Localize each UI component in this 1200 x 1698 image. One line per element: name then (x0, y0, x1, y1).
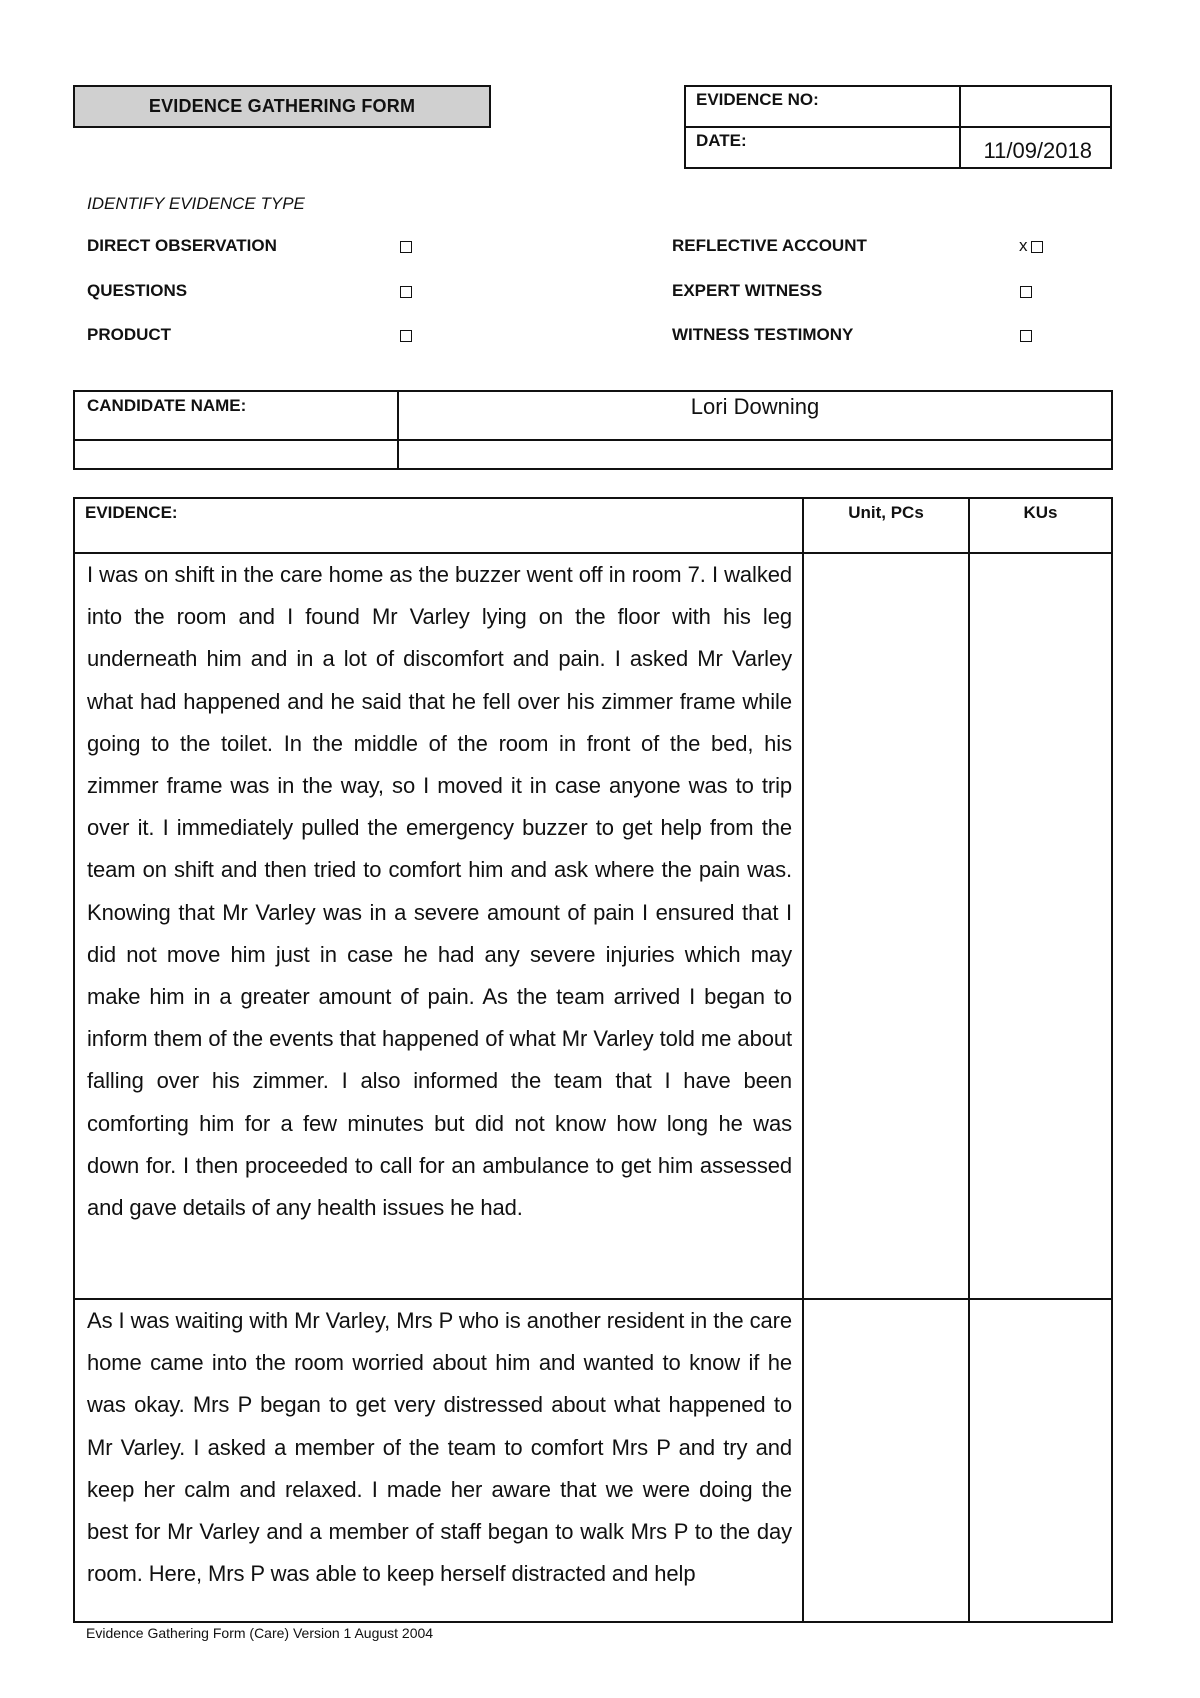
candidate-name-field[interactable]: Lori Downing (398, 391, 1112, 440)
type-expert-witness-label: EXPERT WITNESS (672, 281, 823, 300)
type-product-label: PRODUCT (87, 325, 172, 344)
unit-pcs-header: Unit, PCs (803, 498, 969, 553)
candidate-extra-label-cell (74, 440, 398, 469)
expert-witness-checkbox[interactable] (1020, 286, 1032, 298)
table-row (74, 553, 1112, 1299)
evidence-header: EVIDENCE: (74, 498, 803, 553)
evidence-cell[interactable] (74, 1299, 803, 1622)
evidence-meta-table (684, 85, 1112, 169)
evidence-text: I was on shift in the care home as the buzzer went off in room 7. I walked into the room and I found Mr Varley lying on the floor with his leg underneath him and in a lot of discomfort and pain. I asked Mr Varley what had happened and he said that he fell over his zimmer frame while going to the toilet. In the middle of the room in front of the bed, his zimmer frame was in the way, so I moved it in case anyone was to trip over it. I immediately pulled the emergency buzzer to get help from the team on shift and then tried to comfort him and ask where the pain was. Knowing that Mr Varley was in a severe amount of pain I ensured that I did not move him just in case he had any severe injuries which may make him in a greater amount of pain. As the team arrived I began to inform them of the events that happened of what Mr Varley told me about falling over his zimmer. I also informed the team that I have been comforting him for a few minutes but did not know how long he was down for. I then proceeded to call for an ambulance to get him assessed and gave details of any health issues he had. (87, 562, 792, 1221)
kus-cell[interactable] (969, 553, 1112, 1299)
type-reflective-account-label: REFLECTIVE ACCOUNT (672, 236, 867, 255)
questions-checkbox[interactable] (400, 286, 412, 298)
witness-testimony-checkbox[interactable] (1020, 330, 1032, 342)
candidate-table (73, 390, 1113, 470)
kus-cell[interactable] (969, 1299, 1112, 1622)
kus-header: KUs (969, 498, 1112, 553)
date-field[interactable]: 11/09/2018 (960, 127, 1111, 168)
unit-pcs-cell[interactable] (803, 553, 969, 1299)
form-title: EVIDENCE GATHERING FORM (73, 85, 491, 128)
type-questions-label: QUESTIONS (87, 281, 188, 300)
reflective-account-checkbox[interactable] (1031, 241, 1043, 253)
evidence-no-label: EVIDENCE NO: (685, 86, 960, 127)
candidate-name-label: CANDIDATE NAME: (74, 391, 398, 440)
unit-pcs-cell[interactable] (803, 1299, 969, 1622)
direct-observation-checkbox[interactable] (400, 241, 412, 253)
candidate-extra-value-cell[interactable] (398, 440, 1112, 469)
product-checkbox[interactable] (400, 330, 412, 342)
evidence-no-field[interactable] (960, 86, 1111, 127)
type-witness-testimony-label: WITNESS TESTIMONY (672, 325, 854, 344)
evidence-table (73, 497, 1113, 1623)
table-row (74, 1299, 1112, 1622)
type-direct-observation-label: DIRECT OBSERVATION (87, 236, 277, 255)
footer-version: Evidence Gathering Form (Care) Version 1 August 2004 (86, 1625, 434, 1641)
evidence-type-heading: IDENTIFY EVIDENCE TYPE (87, 194, 305, 213)
date-label: DATE: (685, 127, 960, 168)
evidence-text: As I was waiting with Mr Varley, Mrs P who is another resident in the care home came into the room worried about him and wanted to know if he was okay. Mrs P began to get very distressed about what happened to Mr Varley. I asked a member of the team to comfort Mrs P and try and keep her calm and relaxed. I made her aware that we were doing the best for Mr Varley and a member of staff began to walk Mrs P to the day room. Here, Mrs P was able to keep herself distracted and help (87, 1308, 792, 1587)
reflective-account-mark: x (1019, 236, 1028, 255)
evidence-cell[interactable] (74, 553, 803, 1299)
